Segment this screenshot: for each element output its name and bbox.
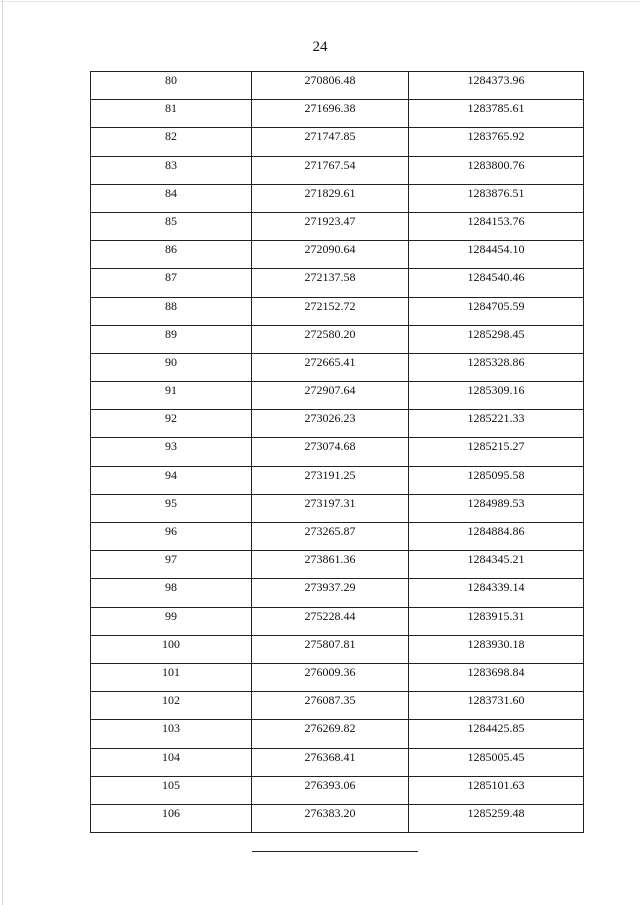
x-coordinate-cell: 276368.41 [252,748,409,776]
point-number-cell: 87 [91,269,252,297]
page-number: 24 [312,39,328,55]
table-row [91,353,584,381]
x-coordinate-cell: 272580.20 [252,325,409,353]
table-row [91,72,584,100]
y-coordinate-cell: 1284345.21 [409,551,584,579]
point-number-cell: 95 [91,494,252,522]
y-coordinate-cell: 1285298.45 [409,325,584,353]
table-row [91,720,584,748]
page-edge-left [2,0,3,905]
x-coordinate-cell: 273861.36 [252,551,409,579]
y-coordinate-cell: 1284989.53 [409,494,584,522]
table-row [91,663,584,691]
y-coordinate-cell: 1284153.76 [409,212,584,240]
point-number-cell: 93 [91,438,252,466]
table-row [91,269,584,297]
x-coordinate-cell: 270806.48 [252,72,409,100]
point-number-cell: 83 [91,156,252,184]
table-row [91,297,584,325]
point-number-cell: 90 [91,353,252,381]
table-row [91,635,584,663]
point-number-cell: 92 [91,410,252,438]
y-coordinate-cell: 1284339.14 [409,579,584,607]
x-coordinate-cell: 275807.81 [252,635,409,663]
point-number-cell: 97 [91,551,252,579]
point-number-cell: 96 [91,523,252,551]
y-coordinate-cell: 1285005.45 [409,748,584,776]
x-coordinate-cell: 272137.58 [252,269,409,297]
x-coordinate-cell: 273074.68 [252,438,409,466]
point-number-cell: 101 [91,663,252,691]
x-coordinate-cell: 271923.47 [252,212,409,240]
y-coordinate-cell: 1285101.63 [409,776,584,804]
page-edge-top [0,1,640,2]
x-coordinate-cell: 271767.54 [252,156,409,184]
point-number-cell: 94 [91,466,252,494]
y-coordinate-cell: 1284425.85 [409,720,584,748]
point-number-cell: 105 [91,776,252,804]
point-number-cell: 98 [91,579,252,607]
x-coordinate-cell: 272090.64 [252,241,409,269]
table-row [91,551,584,579]
table-row [91,100,584,128]
y-coordinate-cell: 1285259.48 [409,804,584,832]
x-coordinate-cell: 276009.36 [252,663,409,691]
x-coordinate-cell: 276393.06 [252,776,409,804]
point-number-cell: 81 [91,100,252,128]
y-coordinate-cell: 1284884.86 [409,523,584,551]
x-coordinate-cell: 276087.35 [252,692,409,720]
table-row [91,438,584,466]
table-row [91,212,584,240]
y-coordinate-cell: 1284705.59 [409,297,584,325]
point-number-cell: 104 [91,748,252,776]
y-coordinate-cell: 1284540.46 [409,269,584,297]
y-coordinate-cell: 1285215.27 [409,438,584,466]
point-number-cell: 85 [91,212,252,240]
x-coordinate-cell: 273191.25 [252,466,409,494]
x-coordinate-cell: 273265.87 [252,523,409,551]
table-row [91,382,584,410]
y-coordinate-cell: 1285328.86 [409,353,584,381]
table-row [91,748,584,776]
x-coordinate-cell: 272152.72 [252,297,409,325]
x-coordinate-cell: 272907.64 [252,382,409,410]
x-coordinate-cell: 273937.29 [252,579,409,607]
y-coordinate-cell: 1283800.76 [409,156,584,184]
table-row [91,692,584,720]
table-row [91,494,584,522]
table-row [91,325,584,353]
point-number-cell: 106 [91,804,252,832]
x-coordinate-cell: 271696.38 [252,100,409,128]
x-coordinate-cell: 273026.23 [252,410,409,438]
x-coordinate-cell: 271829.61 [252,184,409,212]
y-coordinate-cell: 1285095.58 [409,466,584,494]
table-row [91,241,584,269]
footnote-rule [252,851,418,852]
point-number-cell: 82 [91,128,252,156]
point-number-cell: 103 [91,720,252,748]
point-number-cell: 86 [91,241,252,269]
point-number-cell: 99 [91,607,252,635]
point-number-cell: 89 [91,325,252,353]
table-row [91,804,584,832]
y-coordinate-cell: 1285309.16 [409,382,584,410]
y-coordinate-cell: 1283765.92 [409,128,584,156]
x-coordinate-cell: 272665.41 [252,353,409,381]
y-coordinate-cell: 1284454.10 [409,241,584,269]
point-number-cell: 80 [91,72,252,100]
table-row [91,184,584,212]
y-coordinate-cell: 1283785.61 [409,100,584,128]
coordinates-table-body [91,72,584,833]
table-row [91,579,584,607]
table-row [91,466,584,494]
point-number-cell: 88 [91,297,252,325]
table-row [91,156,584,184]
x-coordinate-cell: 276383.20 [252,804,409,832]
point-number-cell: 102 [91,692,252,720]
table-row [91,607,584,635]
point-number-cell: 91 [91,382,252,410]
table-row [91,410,584,438]
point-number-cell: 84 [91,184,252,212]
y-coordinate-cell: 1283698.84 [409,663,584,691]
x-coordinate-cell: 276269.82 [252,720,409,748]
table-row [91,523,584,551]
x-coordinate-cell: 273197.31 [252,494,409,522]
y-coordinate-cell: 1283876.51 [409,184,584,212]
x-coordinate-cell: 275228.44 [252,607,409,635]
point-number-cell: 100 [91,635,252,663]
table-row [91,128,584,156]
coordinates-table [90,71,584,833]
y-coordinate-cell: 1283915.31 [409,607,584,635]
x-coordinate-cell: 271747.85 [252,128,409,156]
y-coordinate-cell: 1285221.33 [409,410,584,438]
table-row [91,776,584,804]
y-coordinate-cell: 1283930.18 [409,635,584,663]
y-coordinate-cell: 1283731.60 [409,692,584,720]
y-coordinate-cell: 1284373.96 [409,72,584,100]
